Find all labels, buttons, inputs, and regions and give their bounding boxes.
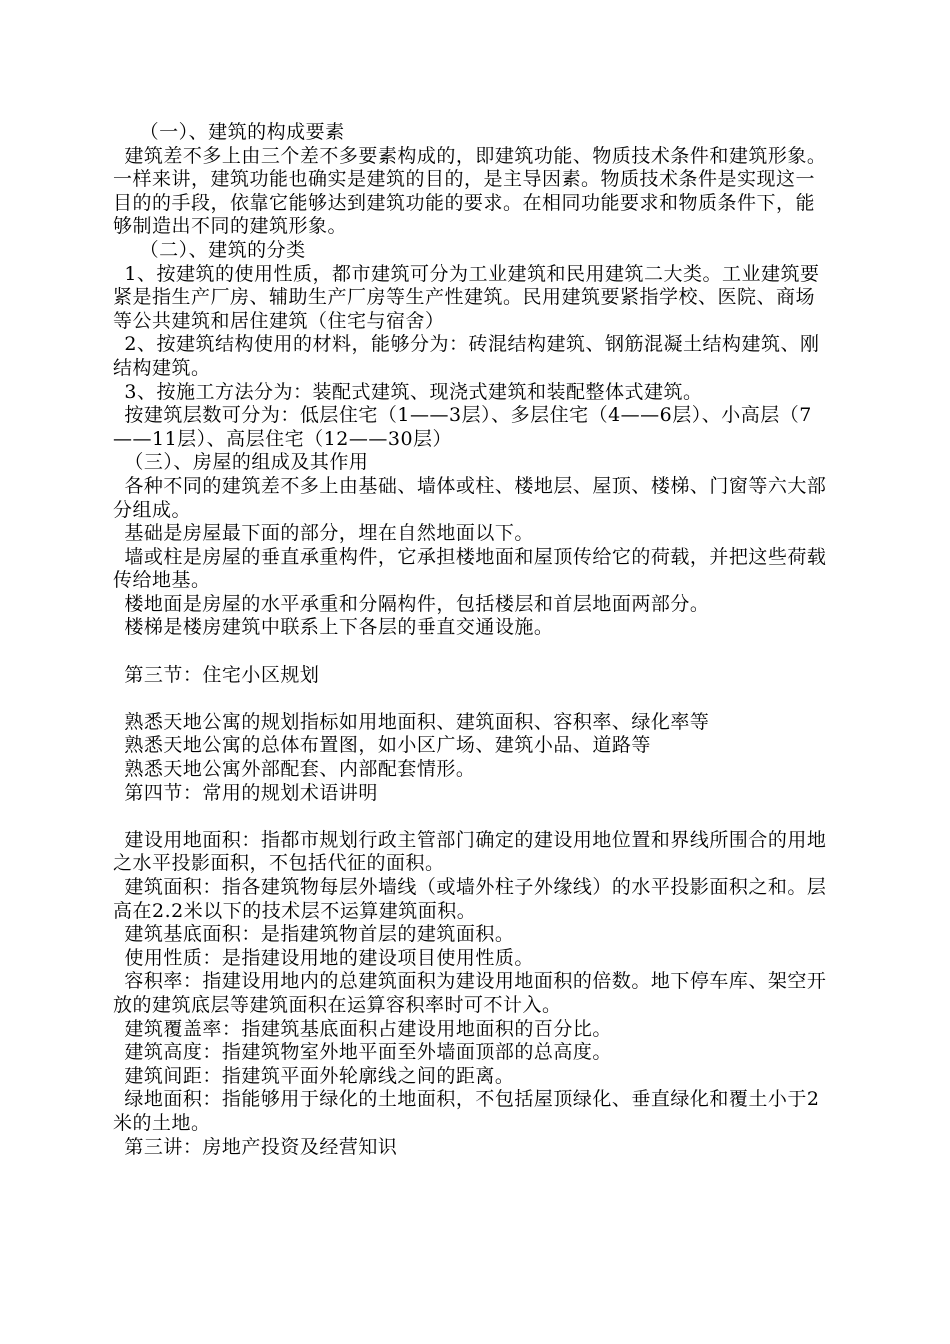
paragraph-walls: 墙或柱是房屋的垂直承重构件，它承担楼地面和屋顶传给它的荷载，并把这些荷载传给地基。 — [113, 545, 827, 592]
paragraph-composition: 建筑差不多上由三个差不多要素构成的，即建筑功能、物质技术条件和建筑形象。一样来讲，建筑功能也确实是建筑的目的，是主导因素。物质技术条件是实现这一目的的手段，依靠它能够达到建筑功能的要求。在相同功能要求和物质条件下，能够制造出不同的建筑形象。 — [113, 144, 827, 238]
paragraph-floors: 楼地面是房屋的水平承重和分隔构件，包括楼层和首层地面两部分。 — [124, 592, 710, 615]
paragraph-classification-1: 1、按建筑的使用性质，都市建筑可分为工业建筑和民用建筑二大类。工业建筑要紧是指生产厂房、辅助生产厂房等生产性建筑。民用建筑要紧指学校、医院、商场等公共建筑和居住建筑（住宅与宿舍） — [113, 262, 820, 332]
term-land-area: 建设用地面积：指都市规划行政主管部门确定的建设用地位置和界线所围合的用地之水平投影面积，不包括代征的面积。 — [113, 828, 827, 875]
term-green-area: 绿地面积：指能够用于绿化的土地面积，不包括屋顶绿化、垂直绿化和覆土小于2米的土地。 — [113, 1088, 820, 1134]
term-base-area: 建筑基底面积：是指建筑物首层的建筑面积。 — [124, 923, 515, 946]
section-heading-planning: 第三节：住宅小区规划 — [124, 663, 320, 686]
section-heading-investment: 第三讲：房地产投资及经营知识 — [124, 1135, 398, 1158]
paragraph-components: 各种不同的建筑差不多上由基础、墙体或柱、楼地层、屋顶、楼梯、门窗等六大部分组成。 — [113, 474, 827, 521]
term-coverage: 建筑覆盖率：指建筑基底面积占建设用地面积的百分比。 — [124, 1017, 612, 1040]
paragraph-classification-3: 3、按施工方法分为：装配式建筑、现浇式建筑和装配整体式建筑。 — [124, 380, 703, 403]
paragraph-planning-3: 熟悉天地公寓外部配套、内部配套情形。 — [124, 758, 476, 781]
paragraph-classification-2: 2、按建筑结构使用的材料，能够分为：砖混结构建筑、钢筋混凝土结构建筑、刚结构建筑。 — [113, 333, 820, 379]
paragraph-stairs: 楼梯是楼房建筑中联系上下各层的垂直交通设施。 — [124, 616, 554, 639]
term-use-nature: 使用性质：是指建设用地的建设项目使用性质。 — [124, 946, 534, 969]
term-plot-ratio: 容积率：指建设用地内的总建筑面积为建设用地面积的倍数。地下停车库、架空开放的建筑底层等建筑面积在运算容积率时可不计入。 — [113, 970, 827, 1016]
paragraph-planning-1: 熟悉天地公寓的规划指标如用地面积、建筑面积、容积率、绿化率等 — [124, 710, 710, 733]
section-heading-components: （三）、房屋的组成及其作用 — [124, 451, 369, 474]
paragraph-foundation: 基础是房屋最下面的部分，埋在自然地面以下。 — [124, 522, 534, 545]
paragraph-planning-2: 熟悉天地公寓的总体布置图，如小区广场、建筑小品、道路等 — [124, 734, 651, 757]
section-heading-terms: 第四节：常用的规划术语讲明 — [124, 781, 378, 804]
term-building-area: 建筑面积：指各建筑物每层外墙线（或墙外柱子外缘线）的水平投影面积之和。层高在2.2米以下的技术层不运算建筑面积。 — [113, 876, 827, 922]
blank-line — [113, 687, 833, 711]
term-spacing: 建筑间距：指建筑平面外轮廓线之间的距离。 — [124, 1064, 515, 1087]
section-heading-composition: （一）、建筑的构成要素 — [139, 121, 345, 143]
blank-line — [113, 640, 833, 664]
paragraph-floor-count: 按建筑层数可分为：低层住宅（1——3层）、多层住宅（4——6层）、小高层（7——11层）、高层住宅（12——30层） — [113, 404, 812, 450]
term-height: 建筑高度：指建筑物室外地平面至外墙面顶部的总高度。 — [124, 1041, 612, 1064]
blank-line — [113, 805, 833, 829]
section-heading-classification: （二）、建筑的分类 — [139, 238, 306, 261]
document-body — [113, 121, 833, 1159]
